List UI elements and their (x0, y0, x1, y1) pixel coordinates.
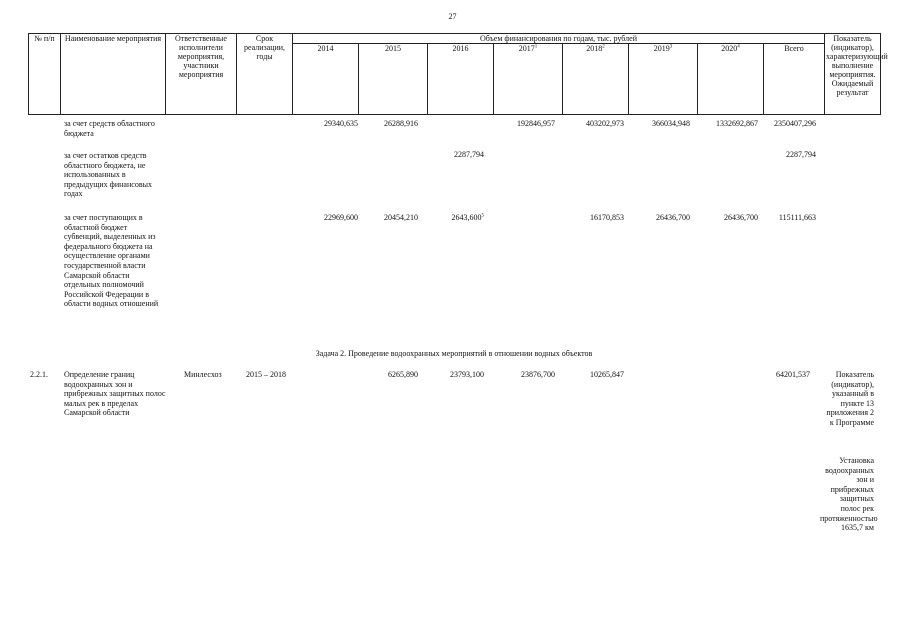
item-number: 2.2.1. (30, 370, 48, 379)
row-label: за счет остатков средств областного бюджета, не использованных в предыдущих финансовых годах (64, 151, 152, 199)
row-value: 16170,853 (590, 213, 624, 222)
header-indicator: Показатель (индикатор), характеризующий выполнение мероприятия. Ожидаемый результат (825, 34, 881, 115)
item-term: 2015 – 2018 (246, 370, 286, 379)
table-header (28, 33, 888, 115)
header-year: 2015 (359, 44, 428, 115)
row-value: 26288,916 (384, 119, 418, 128)
row-value: 20454,210 (384, 213, 418, 222)
row-value: 26436,700 (656, 213, 690, 222)
row-value: 2350407,296 (774, 119, 816, 128)
header-funding: Объем финансирования по годам, тыс. рублей (293, 34, 825, 44)
header-year: 2014 (293, 44, 359, 115)
item-value: 10265,847 (590, 370, 624, 379)
header-term: Срок реализации, годы (237, 34, 293, 115)
item-value: 23793,100 (450, 370, 484, 379)
footnote-mark: 5 (481, 213, 484, 219)
row-value: 29340,635 (324, 119, 358, 128)
row-value: 115111,663 (778, 213, 816, 222)
header-year: 2016 (428, 44, 494, 115)
task-title: Задача 2. Проведение водоохранных мероприятий в отношении водных объектов (315, 349, 593, 358)
row-value: 366034,948 (652, 119, 690, 128)
footnote-mark: 1 (534, 44, 538, 50)
header-no: № п/п (29, 34, 61, 115)
item-value: 23876,700 (521, 370, 555, 379)
footnote-mark: 3 (669, 44, 673, 50)
row-value: 403202,973 (586, 119, 624, 128)
page-number: 27 (448, 12, 457, 21)
item-value: 6265,890 (388, 370, 418, 379)
row-value: 22969,600 (324, 213, 358, 222)
item-indicator: Показатель (индикатор), указанный в пункте 13 приложения 2 к Программе (826, 370, 874, 427)
footnote-mark: 2 (602, 44, 605, 50)
header-year: 2018$^2$ (563, 44, 629, 115)
footnote-mark: 4 (737, 44, 740, 50)
row-label: за счет средств областного бюджета (64, 119, 155, 138)
row-value: 2287,794 (786, 150, 816, 159)
header-year: 2020$^4$ (698, 44, 764, 115)
item-result: Установка водоохранных зон и прибрежных защитных полос рек протяженностью 1635,7 км (820, 456, 878, 533)
item-name: Определение границ водоохранных зон и прибрежных защитных полос малых рек в пределах Самарской области (64, 370, 166, 418)
row-value: 192846,957 (517, 119, 555, 128)
row-value: 1332692,867 (716, 119, 758, 128)
row-value: 26436,700 (724, 213, 758, 222)
item-value: 64201,537 (776, 370, 810, 379)
header-executors: Ответственные исполнители мероприятия, участники мероприятия (166, 34, 237, 115)
row-value: 2643,600$^5$ (451, 213, 484, 222)
item-executor: Минлесхоз (184, 370, 222, 379)
header-name: Наименование мероприятия (61, 34, 166, 115)
row-label: за счет поступающих в областной бюджет субвенций, выделенных из федерального бюджета на осуществление органами государственной власти Самарской области отдельных полномочий Российской Федерации в области водных отношений (64, 213, 159, 309)
header-year: 2017$^1$ (494, 44, 563, 115)
header-year: 2019$^3$ (629, 44, 698, 115)
header-total: Всего (764, 44, 825, 115)
row-value: 2287,794 (454, 150, 484, 159)
